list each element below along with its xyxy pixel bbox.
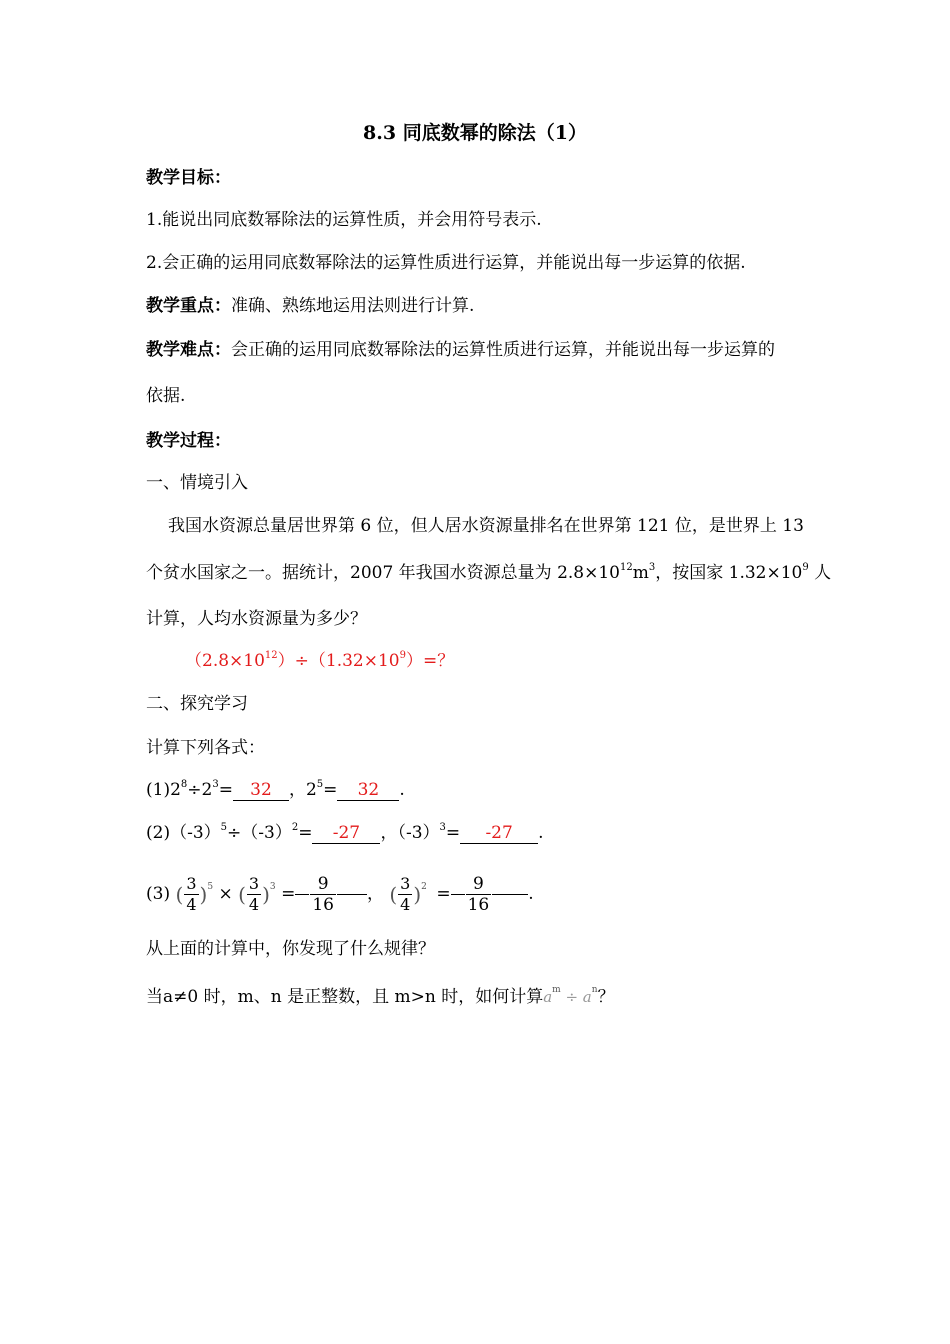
fraction-numerator: 3 [186,874,197,893]
exponent: 9 [399,650,407,661]
exponent: m [552,985,561,995]
ex-text: . [528,884,534,904]
red-formula [185,649,454,673]
ex-text: = [218,780,233,800]
exponent: 3 [269,882,276,892]
ex-text: (2)（-3） [146,823,221,843]
intro-paragraph-line-2 [146,561,831,585]
fraction-numerator: 9 [317,874,329,894]
exponent: 9 [802,562,809,573]
ex-text: = [323,780,338,800]
fraction-numerator: 9 [472,874,484,894]
ex-text: (3) [146,884,171,904]
difficulty [146,338,775,362]
ex-text: = [298,823,313,843]
discover-question: 从上面的计算中，你发现了什么规律？ [146,939,435,959]
exponent: n [591,985,598,995]
fraction-numerator: 3 [400,874,411,893]
exponent: 3 [439,822,446,833]
ex-text: ， [366,884,384,904]
fraction [247,874,261,915]
para-text: ，按国家 1.32×10 [655,563,803,583]
formula-text: ）=？ [406,651,455,671]
difficulty-text-cont: 依据. [146,386,186,406]
objective-item-1: 1.能说出同底数幂除法的运算性质，并会用符号表示. [146,210,542,230]
para-text: 人 [808,563,832,583]
answer-blank-tail [337,894,367,895]
key-point-text: 准确、熟练地运用法则进行计算. [231,296,475,316]
math-symbol: ÷ a [560,988,592,1006]
exponent: 12 [619,562,633,573]
difficulty-label: 教学难点： [146,340,231,360]
ex-text: = [281,884,296,904]
fraction-denominator: 16 [467,895,490,915]
page-title: 8.3 同底数幂的除法（1） [363,122,587,144]
paren: ) [262,882,270,907]
exponent: 8 [180,779,188,790]
exponent: 5 [207,882,214,892]
ex-text: . [399,780,405,800]
intro-paragraph-line-3: 计算，人均水资源量为多少？ [146,609,367,629]
answer-blank-lead [295,894,309,895]
ex-text: (1)2 [146,780,181,800]
question-text: ？ [597,987,615,1007]
fraction [184,874,198,915]
exponent: 3 [648,562,656,573]
key-point-label: 教学重点： [146,296,231,316]
paren: ( [238,882,246,907]
para-text: m [632,563,649,583]
answer-blank: 32 [337,780,399,801]
paren: ( [175,882,184,907]
section-1-title: 一、情境引入 [146,473,248,493]
exponent: 12 [264,650,278,661]
ex-text: . [538,823,544,843]
exercise-3: (3) ( $\frac{3}{4}$ )$^5$ × ( $\frac{3}{4}$ )$^3$ = $\frac{9}{16}$ ， ( $\frac{3}{4}$ )$^2$ = $\frac{9}{16}$ . [146,874,534,915]
section-2-title: 二、探究学习 [146,694,248,714]
exponent: 2 [421,882,427,892]
answer-blank-lead [451,894,465,895]
question-text: 当a≠0 时，m、n 是正整数，且 m>n 时，如何计算 [146,987,544,1007]
fraction-denominator: 4 [400,895,411,914]
fraction-denominator: 16 [312,895,334,915]
difficulty-text: 会正确的运用同底数幂除法的运算性质进行运算，并能说出每一步运算的 [231,340,775,360]
fraction [398,874,412,915]
exercise-prompt: 计算下列各式： [146,738,265,758]
answer-blank: -27 [312,823,380,844]
ex-text: = [445,823,461,843]
exponent: 3 [212,779,219,790]
answer-blank: -27 [460,823,538,844]
objectives-heading: 教学目标： [146,168,231,188]
fraction-denominator: 4 [186,895,197,914]
ex-text: ÷2 [187,780,213,800]
answer-fraction [310,874,336,915]
fraction-numerator: 3 [248,874,260,893]
intro-paragraph-line-1: 我国水资源总量居世界第 6 位，但人居水资源量排名在世界第 121 位，是世界上 13 [168,516,804,536]
answer-blank-tail [492,894,528,895]
para-text: 个贫水国家之一。据统计，2007 年我国水资源总量为 2.8×10 [146,563,620,583]
formula-text: ）÷（1.32×10 [277,651,400,671]
key-point [146,294,474,318]
paren: ) [199,882,208,907]
exponent: 5 [316,779,324,790]
math-symbol: a [543,988,553,1006]
answer-blank: 32 [233,780,289,801]
paren: ( [389,882,398,907]
exponent: 2 [291,822,299,833]
process-heading: 教学过程： [146,431,231,451]
times-sign: × [218,884,233,904]
ex-text: ，（-3） [380,823,440,843]
rule-question [146,978,615,1009]
paren: ) [413,882,422,907]
exercise-2 [146,821,544,845]
formula-text: （2.8×10 [185,651,265,671]
fraction-denominator: 4 [248,895,260,914]
exponent: 5 [220,822,228,833]
exercise-1 [146,778,405,802]
ex-text: ÷（-3） [227,823,292,843]
answer-fraction [466,874,492,915]
objective-item-2: 2.会正确的运用同底数幂除法的运算性质进行运算，并能说出每一步运算的依据. [146,253,746,273]
ex-text: ，2 [288,780,317,800]
